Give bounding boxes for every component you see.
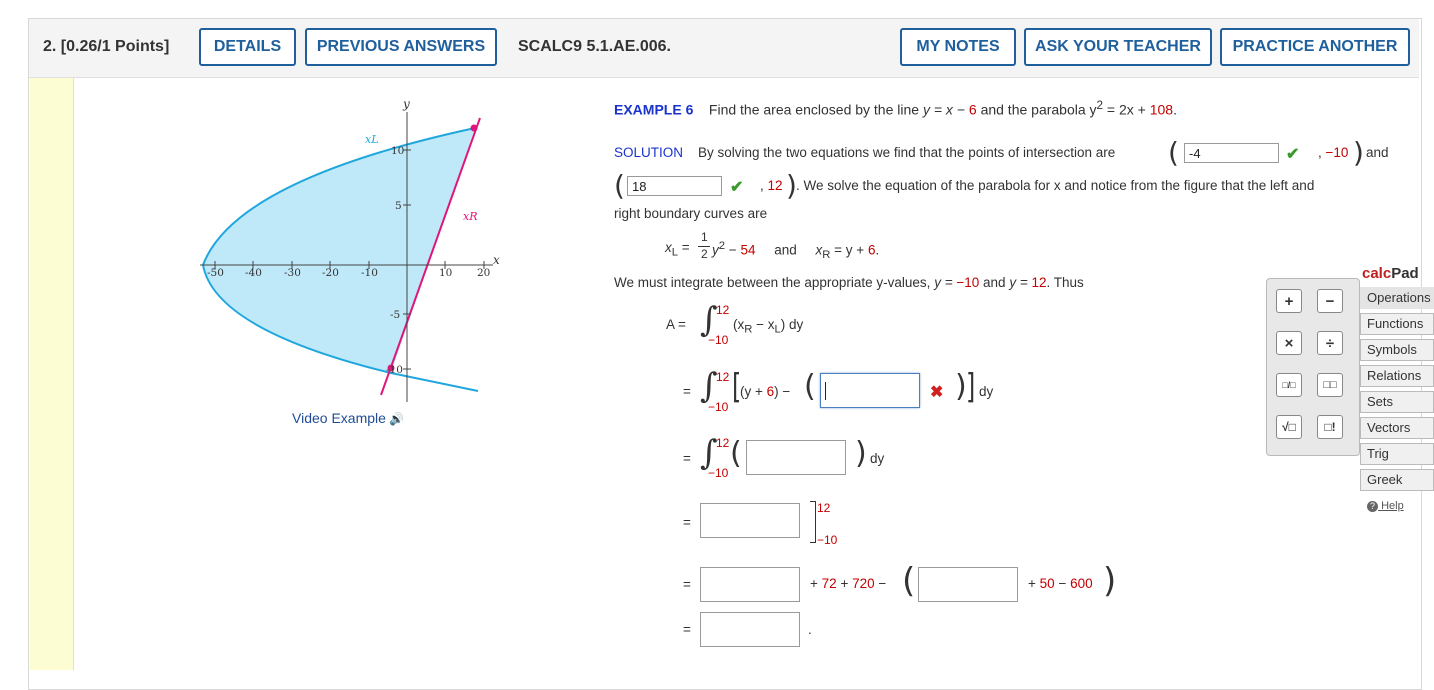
r-subscript: R xyxy=(744,323,753,336)
integrate-text xyxy=(614,275,1084,290)
help-link[interactable] xyxy=(1367,500,1404,512)
tab-operations[interactable]: Operations xyxy=(1360,287,1434,309)
y-equals: y = xyxy=(934,275,953,290)
row5-answer-input-2[interactable] xyxy=(918,567,1018,602)
xl-subscript: L xyxy=(671,246,679,259)
and-word: and xyxy=(1366,145,1389,160)
enclosed-region xyxy=(203,128,475,373)
x-tick-label: -50 xyxy=(207,267,224,279)
row5-terms xyxy=(810,576,886,591)
close-paren: ) xyxy=(1103,561,1117,601)
tab-trig[interactable]: Trig xyxy=(1360,443,1434,465)
y-tick-label: 10 xyxy=(391,145,405,157)
solution-text: By solving the two equations we find that the points of intersection are xyxy=(698,145,1116,160)
row2-c: ) − xyxy=(774,384,791,399)
calcpad-title-calc: calc xyxy=(1362,265,1392,282)
upper-limit: 12 xyxy=(716,436,730,450)
lower-limit: −10 xyxy=(708,400,729,414)
xl-constant: 54 xyxy=(740,242,756,258)
tab-sets[interactable]: Sets xyxy=(1360,391,1434,413)
help-label[interactable]: Help xyxy=(1381,500,1404,512)
integrand-mid: − x xyxy=(756,317,775,332)
row5-terms-b xyxy=(1028,576,1093,591)
sqrt-button[interactable]: √□ xyxy=(1276,415,1302,439)
factorial-button[interactable]: □! xyxy=(1317,415,1343,439)
correct-check-icon: ✔ xyxy=(1286,146,1300,163)
x-tick-label: -10 xyxy=(361,267,378,279)
row4-answer-input[interactable] xyxy=(700,503,800,538)
line-equation: y = x − xyxy=(922,101,965,118)
y-exponent: 2 xyxy=(718,240,726,252)
integral-sign: ∫ xyxy=(700,300,718,340)
plus: + xyxy=(1028,576,1036,591)
integral-sign: ∫ xyxy=(700,433,718,473)
point1-x-input[interactable]: -4 xyxy=(1184,143,1279,163)
integrate-text-a: We must integrate between the appropriate y-values, xyxy=(614,275,931,290)
my-notes-button[interactable]: MY NOTES xyxy=(900,28,1016,66)
tab-greek[interactable]: Greek xyxy=(1360,469,1434,491)
lower-limit: −10 xyxy=(708,466,729,480)
row5-value-72: 72 xyxy=(821,576,837,591)
xl-symbol: x xyxy=(665,240,672,255)
xl-definition-rest xyxy=(712,240,879,261)
previous-answers-button[interactable]: PREVIOUS ANSWERS xyxy=(305,28,497,66)
open-paren: ( xyxy=(614,169,625,202)
video-example-link[interactable] xyxy=(292,410,404,426)
video-example-label[interactable]: Video Example xyxy=(292,410,386,426)
ask-your-teacher-button[interactable]: ASK YOUR TEACHER xyxy=(1024,28,1212,66)
parabola-exponent: 2 xyxy=(1096,99,1104,112)
intersection-point xyxy=(471,125,478,132)
row5-value-600: 600 xyxy=(1070,576,1093,591)
y-tick-label: -10 xyxy=(386,364,403,376)
frac-numerator: 1 xyxy=(701,230,708,244)
xl-curve-label: xL xyxy=(365,133,379,146)
area-label: A = xyxy=(666,317,686,332)
plus-button[interactable]: + xyxy=(1276,289,1302,313)
dy-label: dy xyxy=(870,451,885,466)
period: . xyxy=(875,242,880,258)
and-word: and xyxy=(983,275,1006,290)
x-tick-label: 10 xyxy=(439,267,453,279)
open-paren: ( xyxy=(1168,136,1179,169)
point2-y: , 12 xyxy=(760,178,783,193)
thus-text: . Thus xyxy=(1046,275,1084,290)
minus: − xyxy=(878,576,887,591)
xr-symbol: x xyxy=(815,242,823,258)
area-figure xyxy=(195,90,515,410)
incorrect-x-icon: ✖ xyxy=(930,384,944,401)
final-answer-input[interactable] xyxy=(700,612,800,647)
row2-text xyxy=(740,384,790,399)
close-paren: ) xyxy=(786,169,797,202)
row2-constant: 6 xyxy=(766,384,775,399)
solution-text-c: right boundary curves are xyxy=(614,206,768,221)
help-icon: ? xyxy=(1367,501,1378,512)
xr-constant: 6 xyxy=(867,242,876,258)
calcpad-title-pad: Pad xyxy=(1391,265,1419,282)
equals-sign: = xyxy=(683,515,691,530)
open-paren: ( xyxy=(730,436,742,471)
lower-limit-value: −10 xyxy=(956,275,980,290)
xr-curve-label: xR xyxy=(463,210,478,223)
minus-button[interactable]: − xyxy=(1317,289,1343,313)
left-sidebar xyxy=(30,78,74,670)
parabola-equation: = 2x + xyxy=(1106,101,1146,118)
tab-symbols[interactable]: Symbols xyxy=(1360,339,1434,361)
plus: + xyxy=(840,576,849,591)
y-symbol: y xyxy=(712,242,719,258)
point2-x-input[interactable]: 18 xyxy=(627,176,722,196)
integrand-open: (x xyxy=(733,317,745,332)
y-equals: y = xyxy=(1009,275,1028,290)
close-paren: ) xyxy=(1353,136,1364,169)
y-axis-label: y xyxy=(403,97,410,111)
row5-value-720: 720 xyxy=(852,576,875,591)
exponent-button[interactable]: □□ xyxy=(1317,373,1343,397)
calcpad-title xyxy=(1362,265,1419,282)
open-paren: ( xyxy=(902,561,916,601)
xr-subscript: R xyxy=(822,249,831,262)
open-paren: ( xyxy=(804,369,816,404)
tab-functions[interactable]: Functions xyxy=(1360,313,1434,335)
solution-line xyxy=(614,145,1115,160)
and-word: and xyxy=(774,242,797,258)
minus: − xyxy=(728,242,737,258)
tab-vectors[interactable]: Vectors xyxy=(1360,417,1434,439)
final-period: . xyxy=(808,622,812,637)
dy-label: dy xyxy=(979,384,994,399)
example-heading xyxy=(614,99,1177,118)
solution-label: SOLUTION xyxy=(614,145,684,160)
minus: − xyxy=(1058,576,1067,591)
x-axis-label: x xyxy=(493,253,500,267)
point1-y: , −10 xyxy=(1318,145,1349,160)
example-label: EXAMPLE 6 xyxy=(614,101,694,118)
tab-relations[interactable]: Relations xyxy=(1360,365,1434,387)
row2-answer-input[interactable] xyxy=(820,373,920,408)
equals: = xyxy=(681,240,690,255)
open-bracket: [ xyxy=(731,367,742,407)
plus: + xyxy=(810,576,818,591)
details-button[interactable]: DETAILS xyxy=(199,28,296,66)
xr-equation: = y + xyxy=(834,242,865,258)
equals-sign: = xyxy=(683,577,691,592)
x-tick-label: -20 xyxy=(322,267,339,279)
l-subscript: L xyxy=(774,323,781,336)
point1-y-value: −10 xyxy=(1325,145,1349,160)
close-bracket: ] xyxy=(965,367,976,407)
solution-text-b: . We solve the equation of the parabola for x and notice from the figure that the left and xyxy=(796,178,1315,193)
problem-text: Find the area enclosed by the line xyxy=(708,101,920,118)
x-tick-label: -40 xyxy=(245,267,262,279)
speaker-icon: 🔊 xyxy=(385,412,405,426)
fraction-button[interactable]: □/□ xyxy=(1276,373,1302,397)
close-paren: ) xyxy=(855,436,867,471)
equals-sign: = xyxy=(683,622,691,637)
correct-check-icon: ✔ xyxy=(730,179,744,196)
close-paren: ) xyxy=(955,369,967,404)
period: . xyxy=(1173,101,1177,118)
xl-definition xyxy=(665,240,690,259)
parabola-text: and the parabola y xyxy=(980,101,1097,118)
lower-limit: −10 xyxy=(817,533,838,547)
upper-limit: 12 xyxy=(716,303,730,317)
upper-limit-value: 12 xyxy=(1031,275,1047,290)
row5-value-50: 50 xyxy=(1039,576,1055,591)
divide-button[interactable]: ÷ xyxy=(1317,331,1343,355)
equals-sign: = xyxy=(683,451,691,466)
eval-bracket xyxy=(810,501,816,543)
lower-limit: −10 xyxy=(708,333,729,347)
line-constant: 6 xyxy=(968,101,977,118)
integrand-end: ) dy xyxy=(780,317,804,332)
row2-a: (y + xyxy=(740,384,763,399)
multiply-button[interactable]: × xyxy=(1276,331,1302,355)
equals-sign: = xyxy=(683,384,691,399)
row3-answer-input[interactable] xyxy=(746,440,846,475)
y-tick-label: -5 xyxy=(390,309,401,321)
question-number: 2. [0.26/1 Points] xyxy=(43,38,170,55)
upper-limit: 12 xyxy=(716,370,730,384)
y-tick-label: 5 xyxy=(395,200,402,212)
x-tick-label: -30 xyxy=(284,267,301,279)
integral-sign: ∫ xyxy=(700,366,718,406)
question-code: SCALC9 5.1.AE.006. xyxy=(518,38,671,55)
frac-denominator: 2 xyxy=(701,247,708,261)
x-tick-label: 20 xyxy=(477,267,491,279)
parabola-constant: 108 xyxy=(1149,101,1174,118)
upper-limit: 12 xyxy=(817,501,831,515)
row5-answer-input-1[interactable] xyxy=(700,567,800,602)
practice-another-button[interactable]: PRACTICE ANOTHER xyxy=(1220,28,1410,66)
point2-y-value: 12 xyxy=(767,178,783,193)
integrand xyxy=(733,317,803,336)
